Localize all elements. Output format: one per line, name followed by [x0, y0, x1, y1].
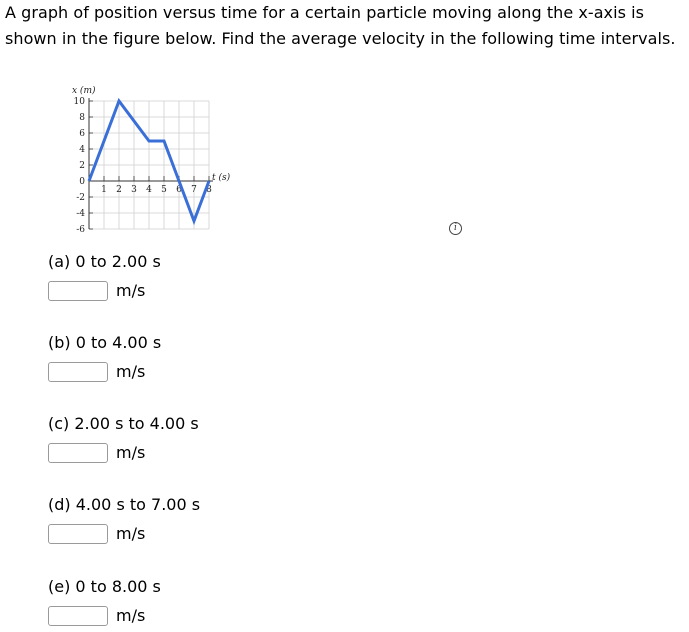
part-a [48, 252, 161, 301]
y-tick-label: 6 [79, 129, 85, 139]
x-tick-label: 2 [116, 185, 122, 195]
part-a-unit: m/s [116, 281, 146, 300]
y-axis-label: x (m) [72, 86, 96, 96]
y-tick-label: 8 [79, 113, 85, 123]
position-time-graph [60, 84, 230, 234]
info-icon[interactable]: i [449, 222, 462, 235]
part-d [48, 495, 200, 544]
y-tick-label: 4 [79, 145, 85, 155]
part-c-unit: m/s [116, 443, 146, 462]
part-a-label: (a) 0 to 2.00 s [48, 252, 161, 271]
y-tick-label: 2 [79, 161, 85, 171]
x-tick-label: 4 [146, 185, 152, 195]
part-c-label: (c) 2.00 s to 4.00 s [48, 414, 199, 433]
x-axis-label: t (s) [212, 173, 230, 183]
x-tick-label: 8 [206, 185, 212, 195]
part-e-label: (e) 0 to 8.00 s [48, 577, 161, 596]
part-e-unit: m/s [116, 606, 146, 625]
part-c [48, 414, 199, 463]
part-b-unit: m/s [116, 362, 146, 381]
x-tick-label: 7 [191, 185, 197, 195]
part-d-answer-input[interactable] [48, 524, 108, 544]
part-b [48, 333, 161, 382]
y-tick-label: 0 [79, 177, 85, 187]
part-e-answer-input[interactable] [48, 606, 108, 626]
part-a-answer-input[interactable] [48, 281, 108, 301]
x-tick-label: 1 [101, 185, 107, 195]
part-b-label: (b) 0 to 4.00 s [48, 333, 162, 352]
y-tick-label: 10 [73, 97, 85, 107]
question-prompt: A graph of position versus time for a certain particle moving along the x-axis is shown in the figure below. Find the average velocity in the following time intervals. [5, 3, 676, 48]
y-tick-label: -4 [76, 209, 85, 219]
part-d-unit: m/s [116, 524, 146, 543]
part-b-answer-input[interactable] [48, 362, 108, 382]
y-tick-label: -6 [76, 225, 85, 234]
x-tick-label: 3 [131, 185, 137, 195]
y-tick-label: -2 [76, 193, 85, 203]
part-e [48, 577, 161, 626]
x-tick-label: 6 [176, 185, 182, 195]
part-d-label: (d) 4.00 s to 7.00 s [48, 495, 201, 514]
x-tick-label: 5 [161, 185, 167, 195]
part-c-answer-input[interactable] [48, 443, 108, 463]
